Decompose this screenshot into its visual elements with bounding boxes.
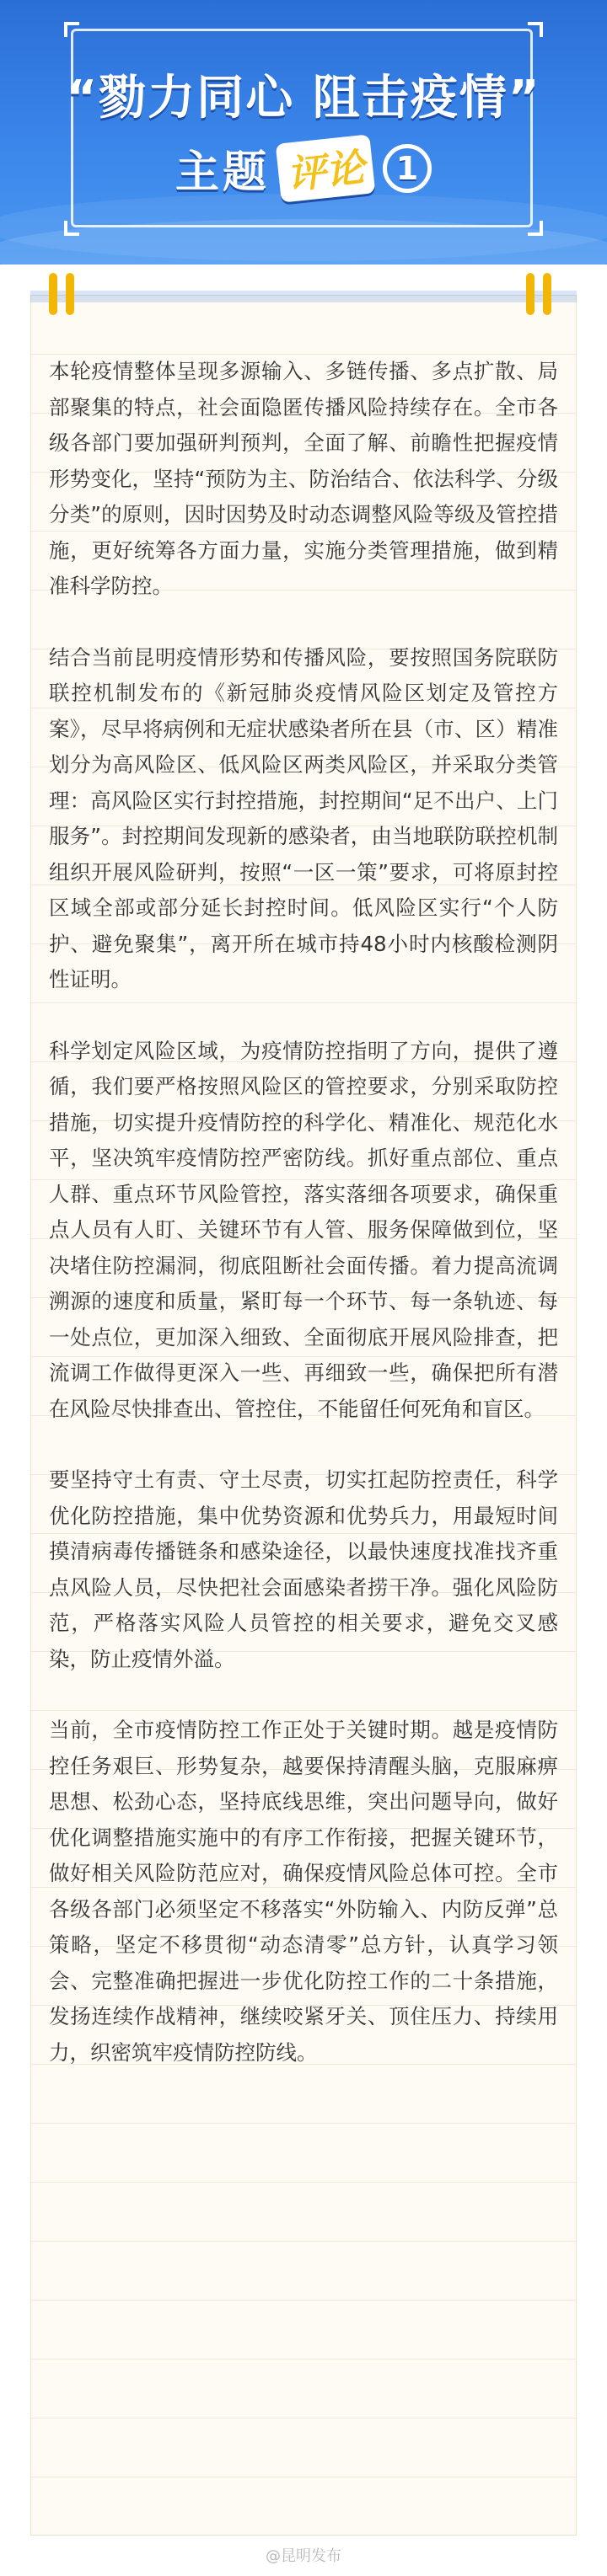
paper-top-strip — [30, 291, 577, 302]
article-body — [49, 354, 558, 2106]
binder-clip-icon — [49, 273, 57, 315]
article-paragraph: 结合当前昆明疫情形势和传播风险，要按照国务院联防联控机制发布的《新冠肺炎疫情风险区划定及管控方案》，尽早将病例和无症状感染者所在县（市、区）精准划分为高风险区、低风险区两类风险区，并采取分类管理：高风险区实行封控措施，封控期间“足不出户、上门服务”。封控期间发现新的感染者，由当地联防联控机制组织开展风险研判，按照“一区一策”要求，可将原封控区域全部或部分延长封控时间。低风险区实行“个人防护、避免聚集”，离开所在城市持48小时内核酸检测阴性证明。 — [49, 644, 558, 991]
frame-corner — [64, 22, 79, 37]
source-watermark: @昆明发布 — [266, 2547, 341, 2565]
header-banner — [0, 0, 607, 265]
frame-corner — [64, 221, 79, 236]
series-number-badge: 1 — [383, 144, 432, 193]
binder-clip-icon — [543, 273, 551, 315]
article-paragraph: 科学划定风险区域，为疫情防控指明了方向，提供了遵循，我们要严格按照风险区的管控要求，分别采取防控措施，切实提升疫情防控的科学化、精准化、规范化水平，坚决筑牢疫情防控严密防线。抓好重点部位、重点人群、重点环节风险管控，落实落细各项要求，确保重点人员有人盯、关键环节有人管、服务保障做到位，坚决堵住防控漏洞，彻底阻断社会面传播。着力提高流调溯源的速度和质量，紧盯每一个环节、每一条轨迹、每一处点位，更加深入细致、全面彻底开展风险排查，把流调工作做得更深入一些、再细致一些，确保把所有潜在风险尽快排查出、管控住，不能留任何死角和盲区。 — [49, 1038, 558, 1421]
article-paragraph: 当前，全市疫情防控工作正处于关键时期。越是疫情防控任务艰巨、形势复杂，越要保持清醒头脑，克服麻痹思想、松劲心态，坚持底线思维，突出问题导向，做好优化调整措施实施中的有序工作衔接，把握关键环节，做好相关风险防范应对，确保疫情风险总体可控。全市各级各部门必须坚定不移落实“外防输入、内防反弹”总策略，坚定不移贯彻“动态清零”总方针，认真学习领会、完整准确把握进一步优化防控工作的二十条措施，发扬连续作战精神，继续咬紧牙关、顶住压力、持续用力，织密筑牢疫情防控防线。 — [49, 1718, 558, 2065]
article-paragraph: 要坚持守土有责、守土尽责，切实扛起防控责任，科学优化防控措施，集中优势资源和优势兵力，用最短时间摸清病毒传播链条和感染途径，以最快速度找准找齐重点风险人员，尽快把社会面感染者捞干净。强化风险防范，严格落实风险人员管控的相关要求，避免交叉感染，防止疫情外溢。 — [49, 1467, 558, 1671]
article-paragraph: 本轮疫情整体呈现多源输入、多链传播、多点扩散、局部聚集的特点，社会面隐匿传播风险持续存在。全市各级各部门要加强研判预判，全面了解、前瞻性把握疫情形势变化，坚持“预防为主、防治结合、依法科学、分级分类”的原则，因时因势及时动态调整风险等级及管控措施，更好统筹各方面力量，实施分类管理措施，做到精准科学防控。 — [49, 359, 558, 598]
frame-corner — [528, 221, 543, 236]
frame-corner — [528, 22, 543, 37]
binder-clip-icon — [66, 273, 74, 315]
banner-title: “勠力同心 阻击疫情” — [66, 71, 541, 126]
subtitle-main: 主题 — [175, 147, 270, 198]
subtitle-accent: 评论 — [276, 134, 376, 202]
binder-clip-icon — [526, 273, 534, 315]
banner-subtitle — [0, 136, 607, 200]
